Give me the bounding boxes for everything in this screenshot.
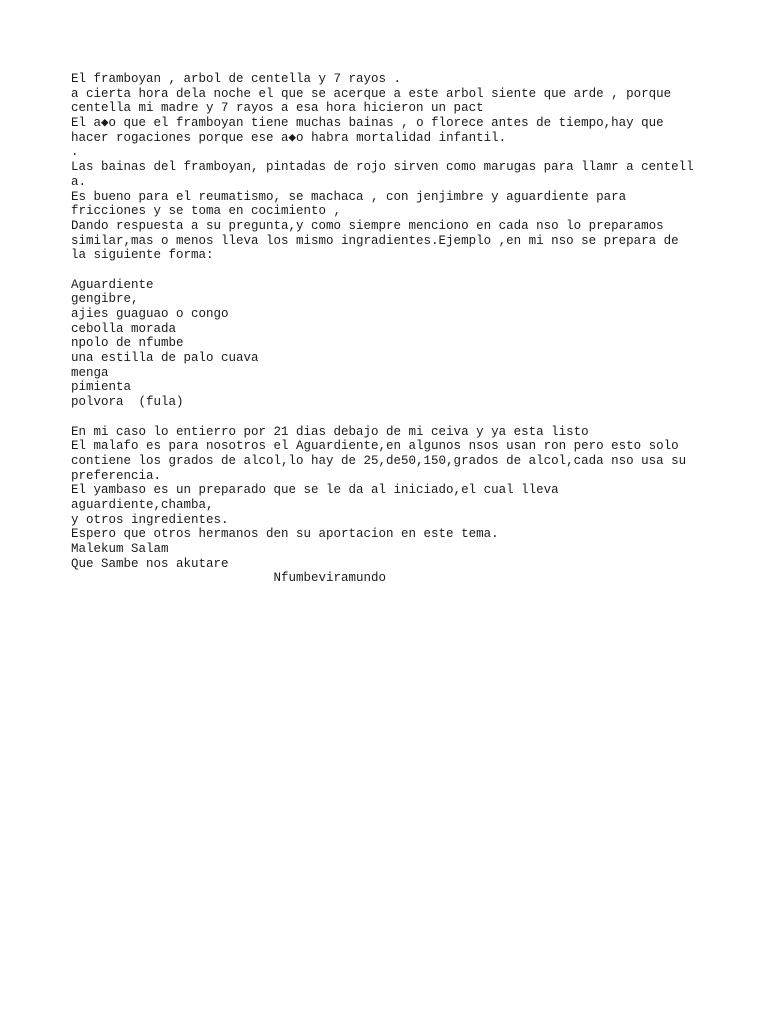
text-line: .: [71, 145, 79, 160]
ingredient-item: gengibre,: [71, 292, 139, 307]
text-line: El a◆o que el framboyan tiene muchas bainas , o florece antes de tiempo,hay que: [71, 116, 664, 131]
text-line: Las bainas del framboyan, pintadas de rojo sirven como marugas para llamr a centell: [71, 160, 694, 175]
closing-blessing: Que Sambe nos akutare: [71, 556, 229, 571]
ingredient-item: menga: [71, 365, 109, 380]
text-line: aguardiente,chamba,: [71, 497, 214, 512]
text-line: preferencia.: [71, 468, 162, 483]
text-line: a.: [71, 174, 87, 189]
text-line: El yambaso es un preparado que se le da al iniciado,el cual lleva: [71, 483, 559, 498]
author-signature: Nfumbeviramundo: [71, 571, 387, 586]
text-line: centella mi madre y 7 rayos a esa hora hicieron un pact: [71, 101, 484, 116]
ingredient-item: cebolla morada: [71, 321, 177, 336]
blank-line: [71, 263, 711, 278]
ingredient-item: pimienta: [71, 380, 132, 395]
text-line: El malafo es para nosotros el Aguardiente,en algunos nsos usan ron pero esto solo: [71, 439, 679, 454]
blank-line: [71, 410, 711, 425]
text-line: Es bueno para el reumatismo, se machaca , con jenjimbre y aguardiente para: [71, 189, 627, 204]
text-line: y otros ingredientes.: [71, 512, 229, 527]
text-line: En mi caso lo entierro por 21 dias debajo de mi ceiva y ya esta listo: [71, 424, 589, 439]
text-line: a cierta hora dela noche el que se acerque a este arbol siente que arde , porque: [71, 86, 672, 101]
ingredient-item: npolo de nfumbe: [71, 336, 184, 351]
ingredient-item: polvora (fula): [71, 395, 184, 410]
text-line: El framboyan , arbol de centella y 7 rayos .: [71, 72, 402, 86]
text-line: Dando respuesta a su pregunta,y como siempre menciono en cada nso lo preparamos: [71, 218, 664, 233]
text-line: similar,mas o menos lleva los mismo ingradientes.Ejemplo ,en mi nso se prepara de: [71, 233, 679, 248]
text-line: fricciones y se toma en cocimiento ,: [71, 204, 342, 219]
ingredient-item: una estilla de palo cuava: [71, 351, 259, 366]
closing-greeting: Malekum Salam: [71, 542, 169, 556]
text-line: la siguiente forma:: [71, 248, 214, 263]
text-line: Espero que otros hermanos den su aportacion en este tema.: [71, 527, 499, 542]
ingredient-item: ajies guaguao o congo: [71, 307, 229, 321]
document-text: [71, 72, 711, 586]
text-line: contiene los grados de alcol,lo hay de 25,de50,150,grados de alcol,cada nso usa su: [71, 453, 687, 468]
ingredient-item: Aguardiente: [71, 277, 154, 292]
text-line: hacer rogaciones porque ese a◆o habra mortalidad infantil.: [71, 130, 507, 145]
